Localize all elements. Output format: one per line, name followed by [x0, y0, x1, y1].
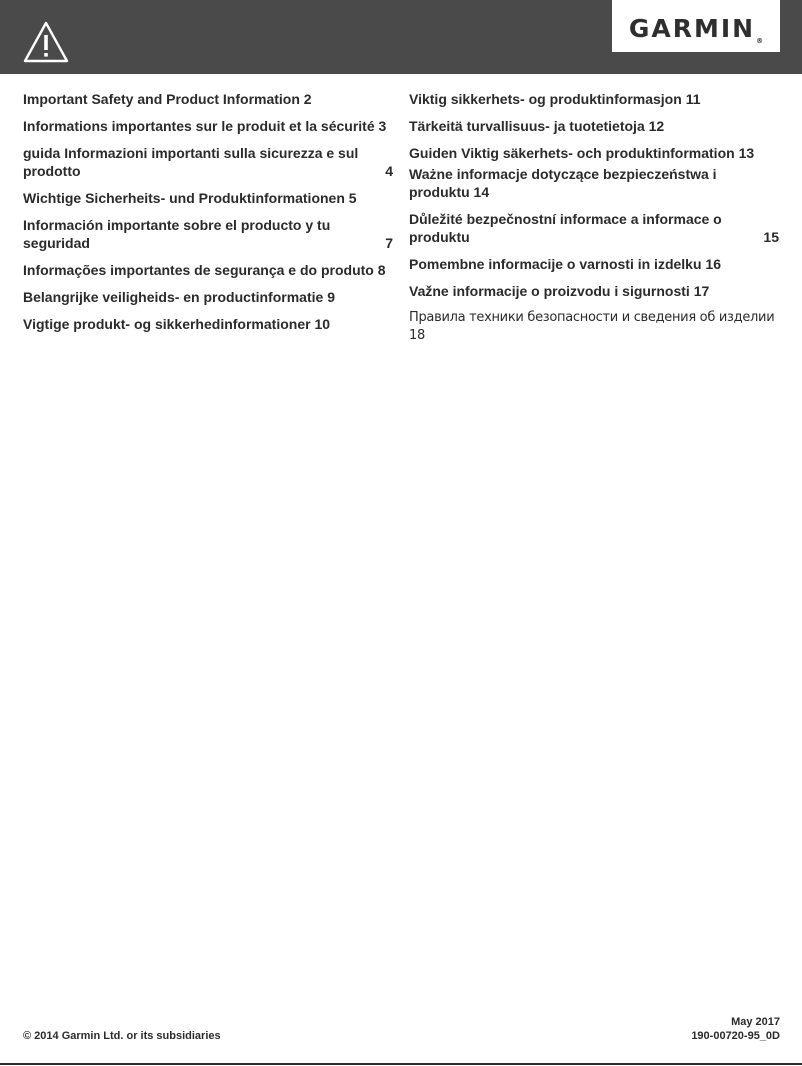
garmin-logo — [612, 0, 780, 52]
toc-entry-sv[interactable]: Guiden Viktig säkerhets- och produktinformation 13 — [409, 145, 755, 161]
logo-text: $GARMIN_®$ — [628, 13, 764, 45]
toc-entry-fi[interactable]: Tärkeitä turvallisuus- ja tuotetietoja 12 — [409, 118, 665, 134]
part-number: 190-00720-95_0D — [691, 1030, 780, 1042]
toc-entry-es[interactable]: Información importante sobre el producto y tu seguridad 7 — [23, 217, 393, 251]
toc-entry-no[interactable]: Viktig sikkerhets- og produktinformasjon 11 — [409, 91, 701, 107]
toc-left-column — [23, 90, 393, 342]
toc-entry-en[interactable]: Important Safety and Product Information 2 — [23, 91, 312, 107]
toc-entry-pl[interactable]: Ważne informacje dotyczące bezpieczeństwa i produktu 14 — [409, 166, 717, 200]
toc-entry-ru[interactable]: Правила техники безопасности и сведения об изделии 18 — [409, 310, 775, 343]
toc-entry-fr[interactable]: Informations importantes sur le produit et la sécurité 3 — [23, 118, 387, 134]
toc-entry-hr[interactable]: Važne informacije o proizvodu i sigurnosti 17 — [409, 283, 710, 299]
warning-triangle-icon — [22, 20, 70, 64]
toc-entry-it[interactable]: guida Informazioni importanti sulla sicurezza e sul prodotto 4 — [23, 145, 393, 179]
publish-date: May 2017 — [731, 1016, 780, 1028]
toc-right-column — [409, 90, 779, 354]
toc-entry-de[interactable]: Wichtige Sicherheits- und Produktinformationen 5 — [23, 190, 357, 206]
toc-entry-da[interactable]: Vigtige produkt- og sikkerhedinformationer 10 — [23, 316, 331, 332]
toc-entry-cs[interactable]: Důležité bezpečnostní informace a informace o produktu 15 — [409, 211, 779, 245]
toc-entry-nl[interactable]: Belangrijke veiligheids- en productinformatie 9 — [23, 289, 335, 305]
header-bar — [0, 0, 802, 74]
copyright-text: © 2014 Garmin Ltd. or its subsidiaries — [23, 1030, 221, 1042]
toc-entry-pt[interactable]: Informações importantes de segurança e do produto 8 — [23, 262, 386, 278]
toc-entry-sl[interactable]: Pomembne informacije o varnosti in izdelku 16 — [409, 256, 721, 272]
doc-info — [691, 1015, 780, 1043]
bottom-divider — [0, 1063, 802, 1065]
